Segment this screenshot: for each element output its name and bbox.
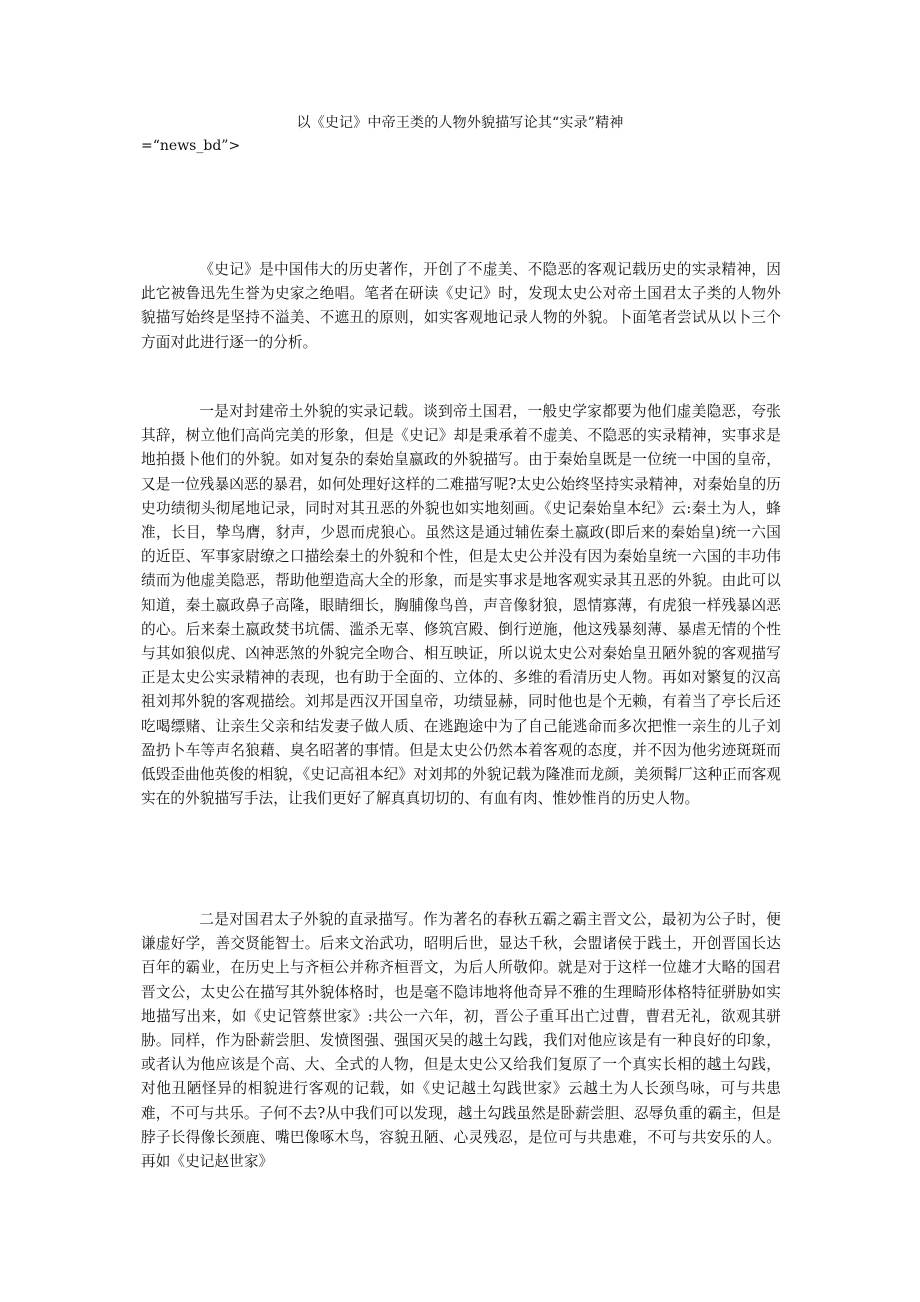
paragraph-emperors: 一是对封建帝土外貌的实录记载。谈到帝土国君，一般史学家都要为他们虚美隐恶，夸张其辞，树立他们高尚完美的形象，但是《史记》却是秉承着不虚美、不隐恶的实录精神，实事求是地拍摄卜他们的外貌。如对复杂的秦始皇嬴政的外貌描写。由于秦始皇既是一位统一中国的皇帝，又是一位残暴凶恶的暴君，如何处理好这样的二难描写呢?太史公始终坚持实录精神，对秦始皇的历史功绩彻头彻尾地记录，同时对其丑恶的外貌也如实地刻画。《史记秦始皇本纪》云:秦土为人，蜂准，长目，挚鸟膺，豺声，少恩而虎狼心。虽然这是通过辅佐秦土嬴政(即后来的秦始皇)统一六国的近臣、军事家尉缭之口描绘秦土的外貌和个性，但是太史公并没有因为秦始皇统一六国的丰功伟绩而为他虚美隐恶，帮助他塑造高大全的形象，而是实事求是地客观实录其丑恶的外貌。由此可以知道，秦土嬴政鼻子高隆，眼睛细长，胸脯像鸟兽，声音像豺狼，恩情寡薄，有虎狼一样残暴凶恶的心。后来秦土嬴政焚书坑儒、滥杀无辜、修筑宫殿、倒行逆施，他这残暴刻薄、暴虐无情的个性与其如狼似虎、凶神恶煞的外貌完全吻合、相互映证，所以说太史公对秦始皇丑陋外貌的客观描写正是太史公实录精神的表现，也有助于全面的、立体的、多维的看清历史人物。再如对繁复的汉高祖刘邦外貌的客观描绘。刘邦是西汉开国皇帝，功绩显赫，同时他也是个无赖，有着当了亭长后还吃喝缥赌、让亲生父亲和结发妻子做人质、在逃跑途中为了自己能逃命而多次把惟一亲生的儿子刘盈扔卜车等声名狼藉、臭名昭著的事情。但是太史公仍然本着客观的态度，并不因为他劣迹斑斑而低毁歪曲他英俊的相貌，《史记高祖本纪》对刘邦的外貌记载为隆准而龙颜，美须髯厂这种正而客观实在的外貌描写手法，让我们更好了解真真切切的、有血有肉、惟妙惟肖的历史人物。 — [141, 403, 781, 808]
markup-artifact-text: =“news_bd”> — [141, 138, 241, 154]
document-title: 以《史记》中帝王类的人物外貌描写论其“实录”精神 — [296, 115, 624, 131]
paragraph-princes: 二是对国君太子外貌的直录描写。作为著名的春秋五霸之霸主晋文公，最初为公子时，便谦虚好学，善交贤能智士。后来文治武功，昭明后世，显达千秋，会盟诸侯于践土，开创晋国长达百年的霸业，在历史上与齐桓公并称齐桓晋文，为后人所敬仰。就是对于这样一位雄才大略的国君晋文公，太史公在描写其外貌体格时，也是毫不隐讳地将他奇异不雅的生理畸形体格特征骈胁如实地描写出来，如《史记管蔡世家》:共公一六年，初，晋公子重耳出亡过曹，曹君无礼，欲观其骈胁。同样，作为卧薪尝胆、发愤图强、强国灭吴的越土勾践，我们对他应该是有一种良好的印象，或者认为他应该是个高、大、全式的人物，但是太史公又给我们复原了一个真实长相的越土勾践，对他丑陋怪异的相貌进行客观的记载，如《史记越土勾践世家》云越土为人长颈鸟咏，可与共患难，不可与共乐。子何不去?从中我们可以发现，越土勾践虽然是卧薪尝胆、忍辱负重的霸主，但是脖子长得像长颈鹿、嘴巴像啄木鸟，容貌丑陋、心灵残忍，是位可与共患难，不可与共安乐的人。再如《史记赵世家》 — [141, 911, 781, 1171]
paragraph-intro: 《史记》是中国伟大的历史著作，开创了不虚美、不隐恶的客观记载历史的实录精神，因此它被鲁迅先生誉为史家之绝唱。笔者在研读《史记》时，发现太史公对帝土国君太子类的人物外貌描写始终是坚持不溢美、不遮丑的原则，如实客观地记录人物的外貌。卜面笔者尝试从以卜三个方面对此进行逐一的分析。 — [141, 261, 781, 351]
